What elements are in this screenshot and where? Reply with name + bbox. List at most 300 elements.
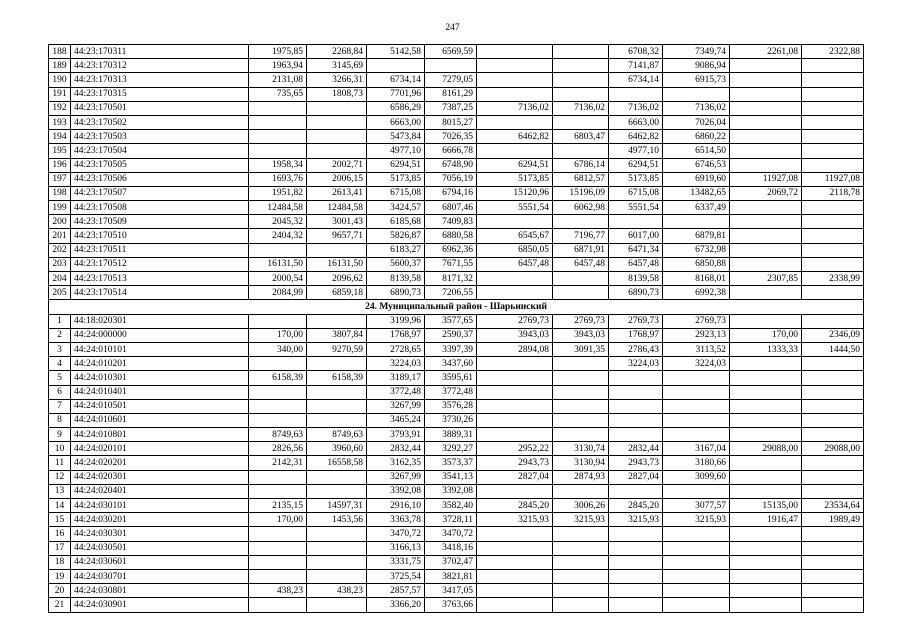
value-cell: 2827,04 [477, 470, 553, 484]
value-cell [802, 243, 864, 257]
value-cell: 2874,93 [553, 470, 609, 484]
value-cell [730, 87, 802, 101]
cadastral-number-cell: 44:23:170501 [71, 101, 249, 115]
value-cell [663, 413, 730, 427]
value-cell: 5473,84 [367, 130, 425, 144]
table-row [49, 499, 864, 513]
value-cell [307, 314, 367, 328]
table-row [49, 527, 864, 541]
value-cell: 6708,32 [609, 45, 663, 59]
value-cell: 3772,48 [425, 385, 477, 399]
value-cell: 2832,44 [367, 442, 425, 456]
value-cell: 7056,19 [425, 172, 477, 186]
value-cell [802, 371, 864, 385]
row-number-cell: 3 [49, 342, 71, 356]
value-cell [802, 541, 864, 555]
cadastral-number-cell: 44:23:170510 [71, 229, 249, 243]
value-cell [249, 484, 307, 498]
value-cell [802, 144, 864, 158]
row-number-cell: 192 [49, 101, 71, 115]
value-cell: 8749,63 [249, 428, 307, 442]
value-cell: 6715,08 [367, 186, 425, 200]
value-cell [609, 385, 663, 399]
value-cell [307, 243, 367, 257]
value-cell [477, 527, 553, 541]
value-cell: 1808,73 [307, 87, 367, 101]
value-cell [553, 357, 609, 371]
value-cell [663, 371, 730, 385]
row-number-cell: 6 [49, 385, 71, 399]
value-cell: 6294,51 [477, 158, 553, 172]
value-cell [802, 257, 864, 271]
value-cell [553, 555, 609, 569]
value-cell: 2135,15 [249, 499, 307, 513]
value-cell: 2322,88 [802, 45, 864, 59]
value-cell [307, 470, 367, 484]
value-cell: 7387,25 [425, 101, 477, 115]
value-cell: 3331,75 [367, 555, 425, 569]
value-cell: 2769,73 [663, 314, 730, 328]
value-cell: 2916,10 [367, 499, 425, 513]
value-cell [663, 385, 730, 399]
value-cell: 6017,00 [609, 229, 663, 243]
value-cell: 8015,27 [425, 115, 477, 129]
value-cell [249, 101, 307, 115]
value-cell [609, 598, 663, 612]
value-cell: 6919,60 [663, 172, 730, 186]
value-cell: 1693,76 [249, 172, 307, 186]
value-cell [663, 569, 730, 583]
value-cell [663, 555, 730, 569]
value-cell [249, 357, 307, 371]
cadastral-number-cell: 44:24:030201 [71, 513, 249, 527]
cadastral-number-cell: 44:23:170509 [71, 215, 249, 229]
value-cell: 29088,00 [730, 442, 802, 456]
value-cell [730, 584, 802, 598]
value-cell [802, 385, 864, 399]
value-cell [249, 399, 307, 413]
table-row [49, 172, 864, 186]
row-number-cell: 15 [49, 513, 71, 527]
value-cell: 6294,51 [367, 158, 425, 172]
value-cell [730, 73, 802, 87]
value-cell [802, 598, 864, 612]
value-cell [249, 555, 307, 569]
value-cell [802, 399, 864, 413]
value-cell [730, 130, 802, 144]
value-cell: 12484,58 [249, 201, 307, 215]
value-cell: 6890,73 [367, 286, 425, 300]
value-cell [477, 215, 553, 229]
value-cell: 3162,35 [367, 456, 425, 470]
value-cell [367, 59, 425, 73]
value-cell [802, 215, 864, 229]
value-cell: 3595,61 [425, 371, 477, 385]
row-number-cell: 13 [49, 484, 71, 498]
value-cell: 7026,35 [425, 130, 477, 144]
value-cell: 2845,20 [609, 499, 663, 513]
value-cell [477, 541, 553, 555]
value-cell: 2613,41 [307, 186, 367, 200]
value-cell: 12484,58 [307, 201, 367, 215]
value-cell [730, 257, 802, 271]
value-cell: 16131,50 [307, 257, 367, 271]
value-cell: 6185,68 [367, 215, 425, 229]
value-cell: 3091,35 [553, 342, 609, 356]
value-cell: 2131,08 [249, 73, 307, 87]
value-cell [477, 45, 553, 59]
value-cell: 1989,49 [802, 513, 864, 527]
cadastral-number-cell: 44:23:170505 [71, 158, 249, 172]
value-cell: 3541,13 [425, 470, 477, 484]
value-cell [730, 115, 802, 129]
value-cell [249, 243, 307, 257]
value-cell: 8139,58 [609, 272, 663, 286]
value-cell [730, 569, 802, 583]
table-body-group-a [49, 45, 864, 300]
value-cell: 6337,49 [663, 201, 730, 215]
section-title: 24. Муниципальный район - Шарьинский [49, 300, 864, 314]
value-cell: 3130,74 [553, 442, 609, 456]
value-cell [477, 413, 553, 427]
page-number: 247 [445, 23, 460, 33]
row-number-cell: 5 [49, 371, 71, 385]
value-cell: 6663,00 [609, 115, 663, 129]
value-cell: 170,00 [249, 513, 307, 527]
value-cell: 2894,08 [477, 342, 553, 356]
value-cell [307, 484, 367, 498]
table-row [49, 59, 864, 73]
table-row [49, 428, 864, 442]
value-cell [477, 428, 553, 442]
value-cell: 29088,00 [802, 442, 864, 456]
cadastral-number-cell: 44:23:170507 [71, 186, 249, 200]
table-row [49, 101, 864, 115]
value-cell [553, 541, 609, 555]
value-cell: 1768,97 [367, 328, 425, 342]
cadastral-number-cell: 44:23:170506 [71, 172, 249, 186]
value-cell: 2096,62 [307, 272, 367, 286]
value-cell: 6569,59 [425, 45, 477, 59]
value-cell: 1333,33 [730, 342, 802, 356]
table-row [49, 413, 864, 427]
value-cell: 6663,00 [367, 115, 425, 129]
value-cell [553, 272, 609, 286]
value-cell: 3224,03 [367, 357, 425, 371]
cadastral-number-cell: 44:24:010601 [71, 413, 249, 427]
value-cell: 6859,18 [307, 286, 367, 300]
row-number-cell: 7 [49, 399, 71, 413]
cadastral-number-cell: 44:24:010101 [71, 342, 249, 356]
value-cell: 3001,43 [307, 215, 367, 229]
value-cell [249, 115, 307, 129]
value-cell [609, 484, 663, 498]
value-cell [609, 87, 663, 101]
table-row [49, 286, 864, 300]
value-cell: 3889,31 [425, 428, 477, 442]
row-number-cell: 8 [49, 413, 71, 427]
value-cell [802, 130, 864, 144]
row-number-cell: 1 [49, 314, 71, 328]
value-cell [477, 87, 553, 101]
value-cell: 6879,81 [663, 229, 730, 243]
value-cell [249, 569, 307, 583]
value-cell: 3728,11 [425, 513, 477, 527]
value-cell [730, 59, 802, 73]
value-cell [249, 541, 307, 555]
value-cell: 3099,60 [663, 470, 730, 484]
value-cell [730, 144, 802, 158]
value-cell [477, 555, 553, 569]
value-cell [553, 286, 609, 300]
value-cell [307, 144, 367, 158]
cadastral-number-cell: 44:23:170315 [71, 87, 249, 101]
value-cell [609, 371, 663, 385]
value-cell: 2268,84 [307, 45, 367, 59]
cadastral-number-cell: 44:23:170514 [71, 286, 249, 300]
value-cell: 3437,60 [425, 357, 477, 371]
value-cell: 6962,36 [425, 243, 477, 257]
value-cell: 3470,72 [425, 527, 477, 541]
value-cell [249, 470, 307, 484]
value-cell: 8749,63 [307, 428, 367, 442]
value-cell [663, 484, 730, 498]
row-number-cell: 202 [49, 243, 71, 257]
value-cell [730, 357, 802, 371]
table-section [49, 300, 864, 314]
value-cell: 3943,03 [477, 328, 553, 342]
value-cell: 3573,37 [425, 456, 477, 470]
value-cell [802, 584, 864, 598]
value-cell [730, 413, 802, 427]
cadastral-value-table [48, 44, 864, 613]
cadastral-number-cell: 44:24:010301 [71, 371, 249, 385]
value-cell: 6734,14 [609, 73, 663, 87]
value-cell: 2943,73 [477, 456, 553, 470]
value-cell [802, 470, 864, 484]
value-cell: 1453,56 [307, 513, 367, 527]
table-row [49, 73, 864, 87]
table-row [49, 342, 864, 356]
value-cell: 5173,85 [609, 172, 663, 186]
value-cell [477, 144, 553, 158]
value-cell: 3266,31 [307, 73, 367, 87]
row-number-cell: 197 [49, 172, 71, 186]
value-cell [553, 371, 609, 385]
value-cell: 5551,54 [609, 201, 663, 215]
value-cell: 2923,13 [663, 328, 730, 342]
cadastral-number-cell: 44:23:170512 [71, 257, 249, 271]
value-cell: 2826,56 [249, 442, 307, 456]
cadastral-number-cell: 44:24:030801 [71, 584, 249, 598]
value-cell: 5142,58 [367, 45, 425, 59]
value-cell [802, 229, 864, 243]
value-cell [477, 584, 553, 598]
value-cell: 15135,00 [730, 499, 802, 513]
value-cell: 3166,13 [367, 541, 425, 555]
value-cell [802, 314, 864, 328]
value-cell [477, 73, 553, 87]
value-cell: 3397,39 [425, 342, 477, 356]
row-number-cell: 12 [49, 470, 71, 484]
value-cell [307, 541, 367, 555]
value-cell [249, 314, 307, 328]
cadastral-number-cell: 44:23:170312 [71, 59, 249, 73]
value-cell [307, 357, 367, 371]
value-cell: 3267,99 [367, 399, 425, 413]
cadastral-number-cell: 44:24:030301 [71, 527, 249, 541]
value-cell: 6992,38 [663, 286, 730, 300]
value-cell [307, 385, 367, 399]
value-cell [307, 598, 367, 612]
value-cell: 3145,69 [307, 59, 367, 73]
value-cell [730, 314, 802, 328]
value-cell: 7701,96 [367, 87, 425, 101]
table-row [49, 569, 864, 583]
table-row [49, 555, 864, 569]
value-cell: 6457,48 [553, 257, 609, 271]
value-cell: 3418,16 [425, 541, 477, 555]
value-cell [553, 484, 609, 498]
value-cell [307, 399, 367, 413]
row-number-cell: 204 [49, 272, 71, 286]
value-cell: 8168,01 [663, 272, 730, 286]
value-cell [730, 527, 802, 541]
value-cell [609, 428, 663, 442]
value-cell: 6294,51 [609, 158, 663, 172]
value-cell: 3702,47 [425, 555, 477, 569]
value-cell: 3772,48 [367, 385, 425, 399]
value-cell [477, 385, 553, 399]
value-cell: 3180,66 [663, 456, 730, 470]
value-cell [553, 413, 609, 427]
cadastral-number-cell: 44:23:170311 [71, 45, 249, 59]
row-number-cell: 195 [49, 144, 71, 158]
row-number-cell: 189 [49, 59, 71, 73]
value-cell [730, 158, 802, 172]
value-cell: 1951,82 [249, 186, 307, 200]
cadastral-number-cell: 44:24:010201 [71, 357, 249, 371]
value-cell [307, 527, 367, 541]
value-cell: 3215,93 [663, 513, 730, 527]
value-cell [663, 598, 730, 612]
cadastral-number-cell: 44:24:020201 [71, 456, 249, 470]
table-row [49, 442, 864, 456]
row-number-cell: 9 [49, 428, 71, 442]
value-cell [609, 555, 663, 569]
value-cell: 6732,98 [663, 243, 730, 257]
value-cell [553, 428, 609, 442]
value-cell: 2769,73 [553, 314, 609, 328]
value-cell: 3763,66 [425, 598, 477, 612]
cadastral-number-cell: 44:24:000000 [71, 328, 249, 342]
value-cell: 5826,87 [367, 229, 425, 243]
cadastral-number-cell: 44:24:020101 [71, 442, 249, 456]
value-cell: 9086,94 [663, 59, 730, 73]
value-cell: 2346,09 [802, 328, 864, 342]
value-cell: 2827,04 [609, 470, 663, 484]
value-cell [663, 87, 730, 101]
value-cell: 340,00 [249, 342, 307, 356]
value-cell: 6715,08 [609, 186, 663, 200]
value-cell: 3943,03 [553, 328, 609, 342]
value-cell: 7136,02 [663, 101, 730, 115]
value-cell: 2118,78 [802, 186, 864, 200]
value-cell: 3821,81 [425, 569, 477, 583]
value-cell: 1768,97 [609, 328, 663, 342]
value-cell: 2045,32 [249, 215, 307, 229]
value-cell [477, 399, 553, 413]
value-cell: 1444,50 [802, 342, 864, 356]
cadastral-number-cell: 44:24:030501 [71, 541, 249, 555]
value-cell: 3292,27 [425, 442, 477, 456]
table-row [49, 513, 864, 527]
row-number-cell: 188 [49, 45, 71, 59]
value-cell [477, 569, 553, 583]
section-header-row [49, 300, 864, 314]
value-cell [425, 59, 477, 73]
value-cell [802, 73, 864, 87]
value-cell [609, 399, 663, 413]
table-row [49, 158, 864, 172]
cadastral-number-cell: 44:23:170511 [71, 243, 249, 257]
value-cell: 3006,26 [553, 499, 609, 513]
row-number-cell: 201 [49, 229, 71, 243]
value-cell [802, 456, 864, 470]
cadastral-number-cell: 44:24:020301 [71, 470, 249, 484]
row-number-cell: 194 [49, 130, 71, 144]
value-cell [663, 399, 730, 413]
row-number-cell: 196 [49, 158, 71, 172]
value-cell: 3392,08 [425, 484, 477, 498]
value-cell [553, 399, 609, 413]
value-cell [730, 215, 802, 229]
value-cell [477, 484, 553, 498]
value-cell: 6803,47 [553, 130, 609, 144]
value-cell [477, 115, 553, 129]
value-cell: 6158,39 [307, 371, 367, 385]
row-number-cell: 19 [49, 569, 71, 583]
value-cell: 2769,73 [477, 314, 553, 328]
value-cell: 8161,29 [425, 87, 477, 101]
value-cell: 2307,85 [730, 272, 802, 286]
value-cell: 3224,03 [609, 357, 663, 371]
value-cell [477, 598, 553, 612]
value-cell [730, 243, 802, 257]
value-cell: 3730,26 [425, 413, 477, 427]
value-cell: 3077,57 [663, 499, 730, 513]
value-cell: 3470,72 [367, 527, 425, 541]
value-cell: 6860,22 [663, 130, 730, 144]
value-cell: 2769,73 [609, 314, 663, 328]
row-number-cell: 193 [49, 115, 71, 129]
value-cell: 2069,72 [730, 186, 802, 200]
value-cell: 8139,58 [367, 272, 425, 286]
cadastral-number-cell: 44:23:170504 [71, 144, 249, 158]
value-cell: 6880,58 [425, 229, 477, 243]
value-cell [553, 584, 609, 598]
value-cell: 2006,15 [307, 172, 367, 186]
value-cell: 3215,93 [609, 513, 663, 527]
row-number-cell: 17 [49, 541, 71, 555]
value-cell [477, 272, 553, 286]
value-cell: 3576,28 [425, 399, 477, 413]
table-row [49, 328, 864, 342]
cadastral-number-cell: 44:18:020301 [71, 314, 249, 328]
table-row [49, 229, 864, 243]
value-cell: 6748,90 [425, 158, 477, 172]
value-cell [802, 484, 864, 498]
